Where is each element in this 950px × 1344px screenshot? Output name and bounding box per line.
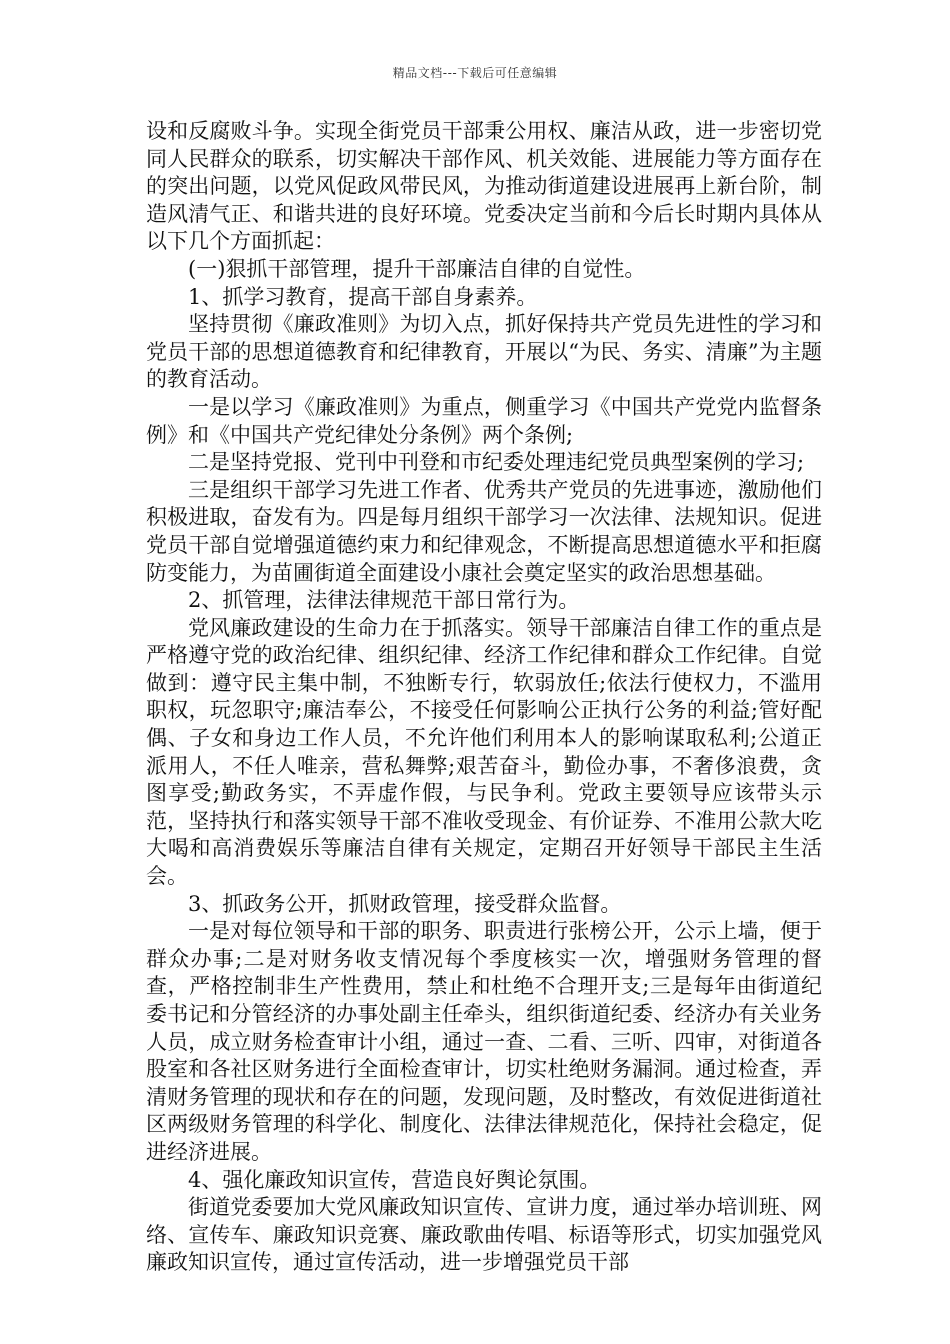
paragraph: 坚持贯彻《廉政准则》为切入点，抓好保持共产党员先进性的学习和党员干部的思想道德教育和纪律教育，开展以“为民、务实、清廉”为主题的教育活动。 — [146, 312, 822, 392]
paragraph: 设和反腐败斗争。实现全街党员干部秉公用权、廉洁从政，进一步密切党同人民群众的联系，切实解决干部作风、机关效能、进展能力等方面存在的突出问题，以党风促政风带民风，为推动街道建设进展再上新台阶，制造风清气正、和谐共进的良好环境。党委决定当前和今后长时期内具体从以下几个方面抓起： — [146, 119, 822, 254]
paragraph: 一是以学习《廉政准则》为重点，侧重学习《中国共产党党内监督条例》和《中国共产党纪律处分条例》两个条例; — [146, 394, 822, 447]
section-heading: (一)狠抓干部管理，提升干部廉洁自律的自觉性。 — [188, 256, 646, 281]
paragraph: 街道党委要加大党风廉政知识宣传、宣讲力度，通过举办培训班、网络、宣传车、廉政知识竞赛、廉政歌曲传唱、标语等形式，切实加强党风廉政知识宣传，通过宣传活动，进一步增强党员干部 — [146, 1195, 822, 1275]
subsection-heading: 4、强化廉政知识宣传，营造良好舆论氛围。 — [188, 1167, 601, 1192]
paragraph: 三是组织干部学习先进工作者、优秀共产党员的先进事迹，激励他们积极进取，奋发有为。四是每月组织干部学习一次法律、法规知识。促进党员干部自觉增强道德约束力和纪律观念，不断提高思想道德水平和拒腐防变能力，为苗圃街道全面建设小康社会奠定坚实的政治思想基础。 — [146, 477, 822, 585]
subsection-heading: 3、抓政务公开，抓财政管理，接受群众监督。 — [188, 891, 622, 916]
page-header: 精品文档---下载后可任意编辑 — [392, 66, 558, 80]
paragraph: 党风廉政建设的生命力在于抓落实。领导干部廉洁自律工作的重点是严格遵守党的政治纪律、组织纪律、经济工作纪律和群众工作纪律。自觉做到：遵守民主集中制，不独断专行，软弱放任;依法行使权力，不滥用职权，玩忽职守;廉洁奉公，不接受任何影响公正执行公务的利益;管好配偶、子女和身边工作人员，不允许他们利用本人的影响谋取私利;公道正派用人，不任人唯亲，营私舞弊;艰苦奋斗，勤俭办事，不奢侈浪费，贪图享受;勤政务实，不弄虚作假，与民争利。党政主要领导应该带头示范，坚持执行和落实领导干部不准收受现金、有价证券、不准用公款大吃大喝和高消费娱乐等廉洁自律有关规定，定期召开好领导干部民主生活会。 — [146, 615, 822, 889]
subsection-heading: 2、抓管理，法律法律规范干部日常行为。 — [188, 588, 580, 613]
paragraph: 一是对每位领导和干部的职务、职责进行张榜公开，公示上墙，便于群众办事;二是对财务收支情况每个季度核实一次，增强财务管理的督查，严格控制非生产性费用，禁止和杜绝不合理开支;三是每年由街道纪委书记和分管经济的办事处副主任牵头，组织街道纪委、经济办有关业务人员，成立财务检查审计小组，通过一查、二看、三听、四审，对街道各股室和各社区财务进行全面检查审计，切实杜绝财务漏洞。通过检查，弄清财务管理的现状和存在的问题，发现问题，及时整改，有效促进街道社区两级财务管理的科学化、制度化、法律法律规范化，保持社会稳定，促进经济进展。 — [146, 919, 822, 1164]
document-body — [146, 118, 822, 1277]
paragraph: 二是坚持党报、党刊中刊登和市纪委处理违纪党员典型案例的学习; — [188, 450, 805, 475]
subsection-heading: 1、抓学习教育，提高干部自身素养。 — [188, 284, 538, 309]
